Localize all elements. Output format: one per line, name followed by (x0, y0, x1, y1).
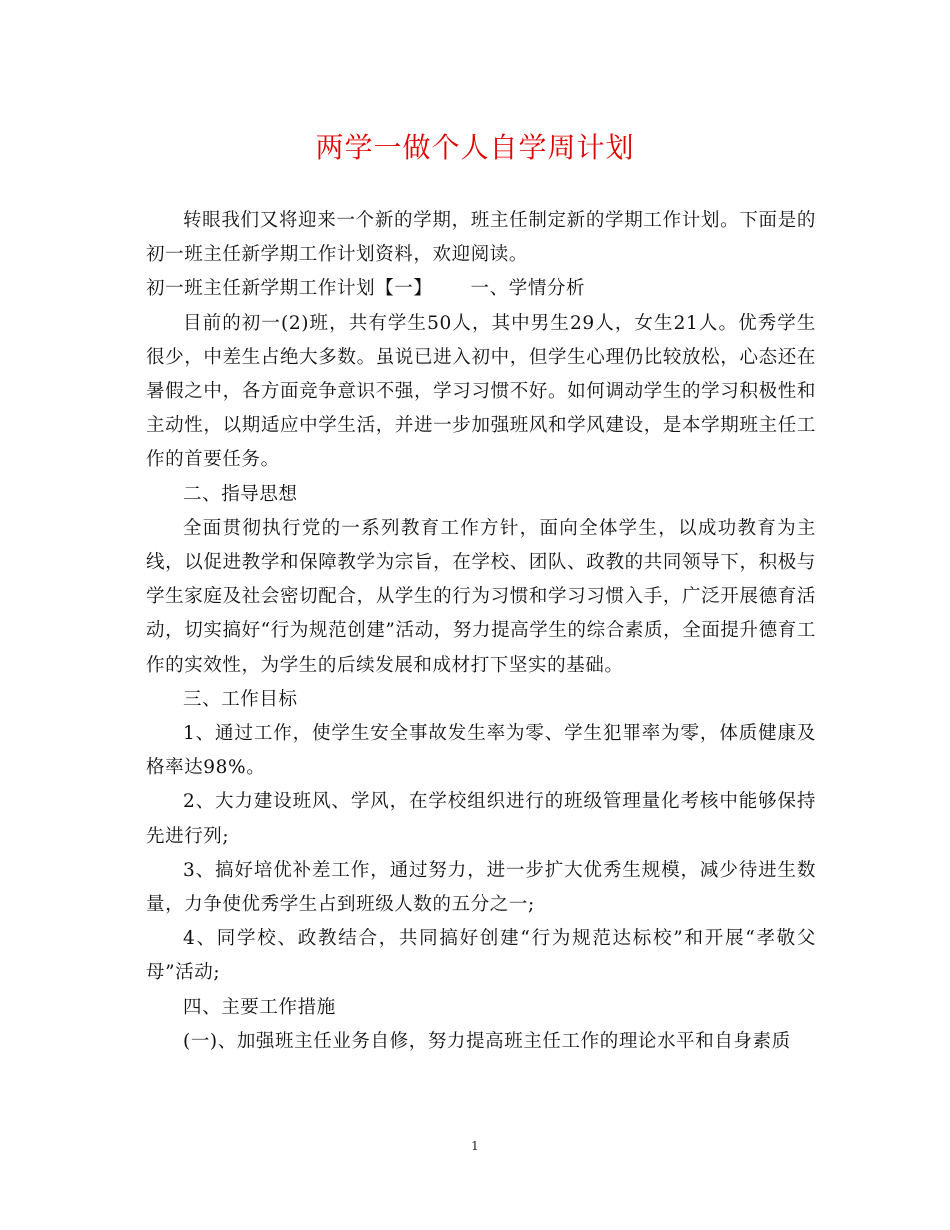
intro-paragraph: 转眼我们又将迎来一个新的学期，班主任制定新的学期工作计划。下面是的初一班主任新学期工作计划资料，欢迎阅读。 (146, 210, 816, 266)
goal-item-3: 3、搞好培优补差工作，通过努力，进一步扩大优秀生规模，减少待进生数量，力争使优秀学生占到班级人数的五分之一; (146, 859, 816, 916)
goal-item-1: 1、通过工作，使学生安全事故发生率为零、学生犯罪率为零，体质健康及格率达98%。 (146, 723, 816, 779)
section3-heading: 三、工作目标 (183, 688, 298, 710)
goal-item-2: 2、大力建设班风、学风，在学校组织进行的班级管理量化考核中能够保持先进行列; (146, 791, 816, 847)
section1-paragraph: 目前的初一(2)班，共有学生50人，其中男生29人，女生21人。优秀学生很少，中差生占绝大多数。虽说已进入初中，但学生心理仍比较放松，心态还在暑假之中，各方面竞争意识不强，学习习惯不好。如何调动学生的学习积极性和主动性，以期适应中学生活，并进一步加强班风和学风建设，是本学期班主任工作的首要任务。 (146, 312, 816, 471)
plan-heading-line (146, 272, 816, 306)
section2-paragraph: 全面贯彻执行党的一系列教育工作方针，面向全体学生，以成功教育为主线，以促进教学和保障教学为宗旨，在学校、团队、政教的共同领导下，积极与学生家庭及社会密切配合，从学生的行为习惯和学习习惯入手，广泛开展德育活动，切实搞好“行为规范创建”活动，努力提高学生的综合素质，全面提升德育工作的实效性，为学生的后续发展和成材打下坚实的基础。 (146, 517, 816, 676)
section2-heading: 二、指导思想 (183, 483, 298, 505)
goal-item-4: 4、同学校、政教结合，共同搞好创建“行为规范达标校”和开展“孝敬父母”活动; (146, 928, 816, 984)
document-title: 两学一做个人自学周计划 (315, 131, 635, 164)
page-number: 1 (471, 1139, 479, 1153)
plan-heading: 初一班主任新学期工作计划【一】 (146, 278, 433, 300)
measure-item-1: (一)、加强班主任业务自修，努力提高班主任工作的理论水平和自身素质 (183, 1030, 791, 1052)
section1-heading: 一、学情分析 (470, 278, 586, 300)
section4-heading: 四、主要工作措施 (183, 996, 336, 1018)
document-body (146, 204, 816, 1059)
